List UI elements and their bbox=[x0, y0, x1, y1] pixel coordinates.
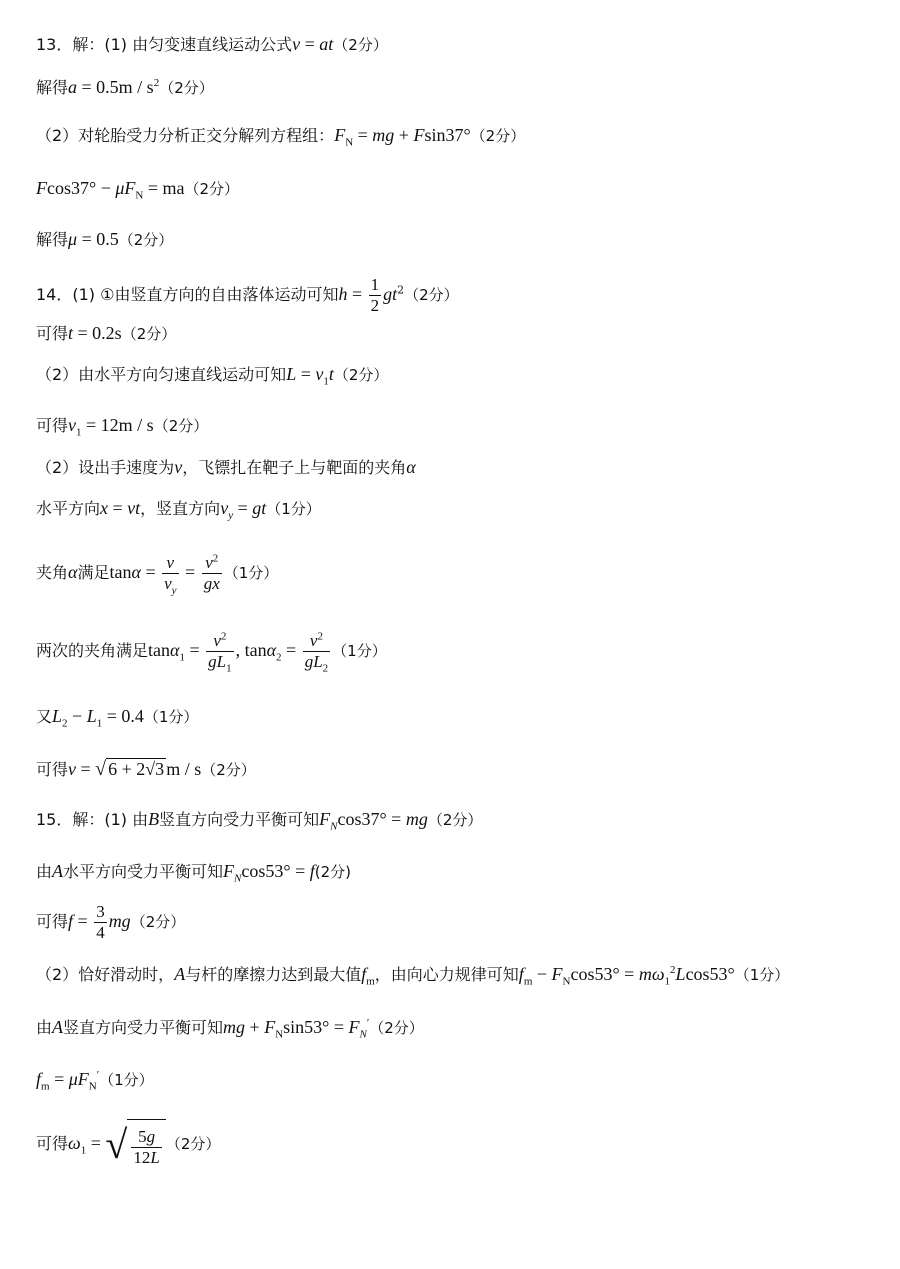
formula: t = 0.2s bbox=[68, 323, 122, 343]
q14-line-7: 夹角α满足tanα = $\frac{v}{v_y}$ = $\frac{v^2}{gx}$ （1分） bbox=[36, 552, 279, 597]
q13-line-3: （2）对轮胎受力分析正交分解列方程组：$F_N$ = mg + Fsin37°（2分） bbox=[36, 125, 526, 149]
formula: v bbox=[292, 34, 301, 54]
formula: x = vt bbox=[100, 498, 141, 518]
formula: $F_N$ = mg + Fsin37° bbox=[334, 125, 471, 149]
q14-line-1: 14．(1) ①由竖直方向的自由落体运动可知h = $\frac{1}{2}$ $gt^2(2$分） bbox=[36, 275, 459, 315]
q14-line-5: （2）设出手速度为v，飞镖扎在靶子上与靶面的夹角α bbox=[36, 457, 416, 477]
formula: tanα = bbox=[109, 562, 161, 582]
formula: v = bbox=[68, 759, 96, 779]
q14-line-2: 可得t = 0.2s（2分） bbox=[36, 323, 177, 343]
q15-line-6: $f_m = \mu F_N'(1$分） bbox=[36, 1069, 154, 1093]
formula: $F_N\cos 37^\circ$ = mg bbox=[319, 809, 428, 833]
formula: $f_m - F_N\cos 53^\circ = m\omega_1^2Lcos53^\circ$ bbox=[518, 964, 735, 988]
formula: mg + $F_N\sin 53^\circ = F_N'$ bbox=[223, 1017, 370, 1041]
q15-line-1: 15．解：(1) 由B竖直方向受力平衡可知$F_N\cos 37^\circ = mg(2$分） bbox=[36, 809, 483, 833]
q15-line-7: 可得$\omega_1$ = √ $\frac{5g}{12L}$ （2分） bbox=[36, 1117, 220, 1172]
formula: $F_N\cos 53^\circ = f$ bbox=[223, 861, 315, 885]
q14-line-8: 两次的夹角满足tanα$_1$ = $\frac{v^2}{gL_1}$ , tanα$_2$ = $\frac{v^2}{gL_2}$ （1分） bbox=[36, 630, 387, 675]
q13-line-2: 解得$a = 0.5m / s^2(2$分） bbox=[36, 77, 214, 97]
q15-line-5: 由A竖直方向受力平衡可知mg + $F_N\sin 53^\circ = F_N'(2$分） bbox=[36, 1017, 424, 1041]
formula: tanα$_1$ = bbox=[148, 640, 205, 664]
q15-line-3: 可得f = $\frac{3}{4}$ mg（2分） bbox=[36, 902, 186, 942]
formula: h = bbox=[338, 284, 367, 304]
q14-line-10: 可得v = √ 6 + 2√3 m / s（2分） bbox=[36, 758, 256, 780]
formula: f = bbox=[68, 911, 93, 931]
q14-line-9: 又$L_2 - L_1 = 0.4(1$分） bbox=[36, 706, 199, 730]
formula: μ = 0.5 bbox=[68, 229, 119, 249]
formula: $\omega_1$ = bbox=[68, 1133, 106, 1157]
q15-line-2: 由A水平方向受力平衡可知$F_N\cos 53^\circ = f(2$分) bbox=[36, 861, 351, 885]
formula: $v_1 = 12m / s$ bbox=[68, 415, 154, 439]
q14-line-3: （2）由水平方向匀速直线运动可知$L = v_1t(2$分） bbox=[36, 364, 389, 388]
q13-line-5: 解得μ = 0.5（2分） bbox=[36, 229, 174, 249]
formula: $L_2 - L_1 = 0.4$ bbox=[52, 706, 144, 730]
formula: $Fcos37^\circ - \mu F_N$ = ma bbox=[36, 178, 185, 202]
formula: $L = v_1t$ bbox=[286, 364, 334, 388]
formula: $a = 0.5m / s^2$ bbox=[68, 77, 160, 97]
formula: $f_m = \mu F_N'$ bbox=[36, 1069, 100, 1093]
formula: $v_y$ = gt bbox=[220, 498, 267, 522]
q15-line-4: （2）恰好滑动时，A与杆的摩擦力达到最大值$f_m$，由向心力规律可知$f_m - F_N\cos 53^\circ = m\omega_1^2Lcos53^\circ(1$分） bbox=[36, 964, 790, 988]
q13-line-4: $Fcos37^\circ - \mu F_N = ma(2$分） bbox=[36, 178, 240, 202]
q13-line-1: 13．解：(1) 由匀变速直线运动公式v = at（2分） bbox=[36, 34, 388, 54]
q14-line-6: 水平方向x = vt，竖直方向$v_y = gt(1$分） bbox=[36, 498, 321, 522]
q14-line-4: 可得$v_1 = 12m / s(2$分） bbox=[36, 415, 209, 439]
